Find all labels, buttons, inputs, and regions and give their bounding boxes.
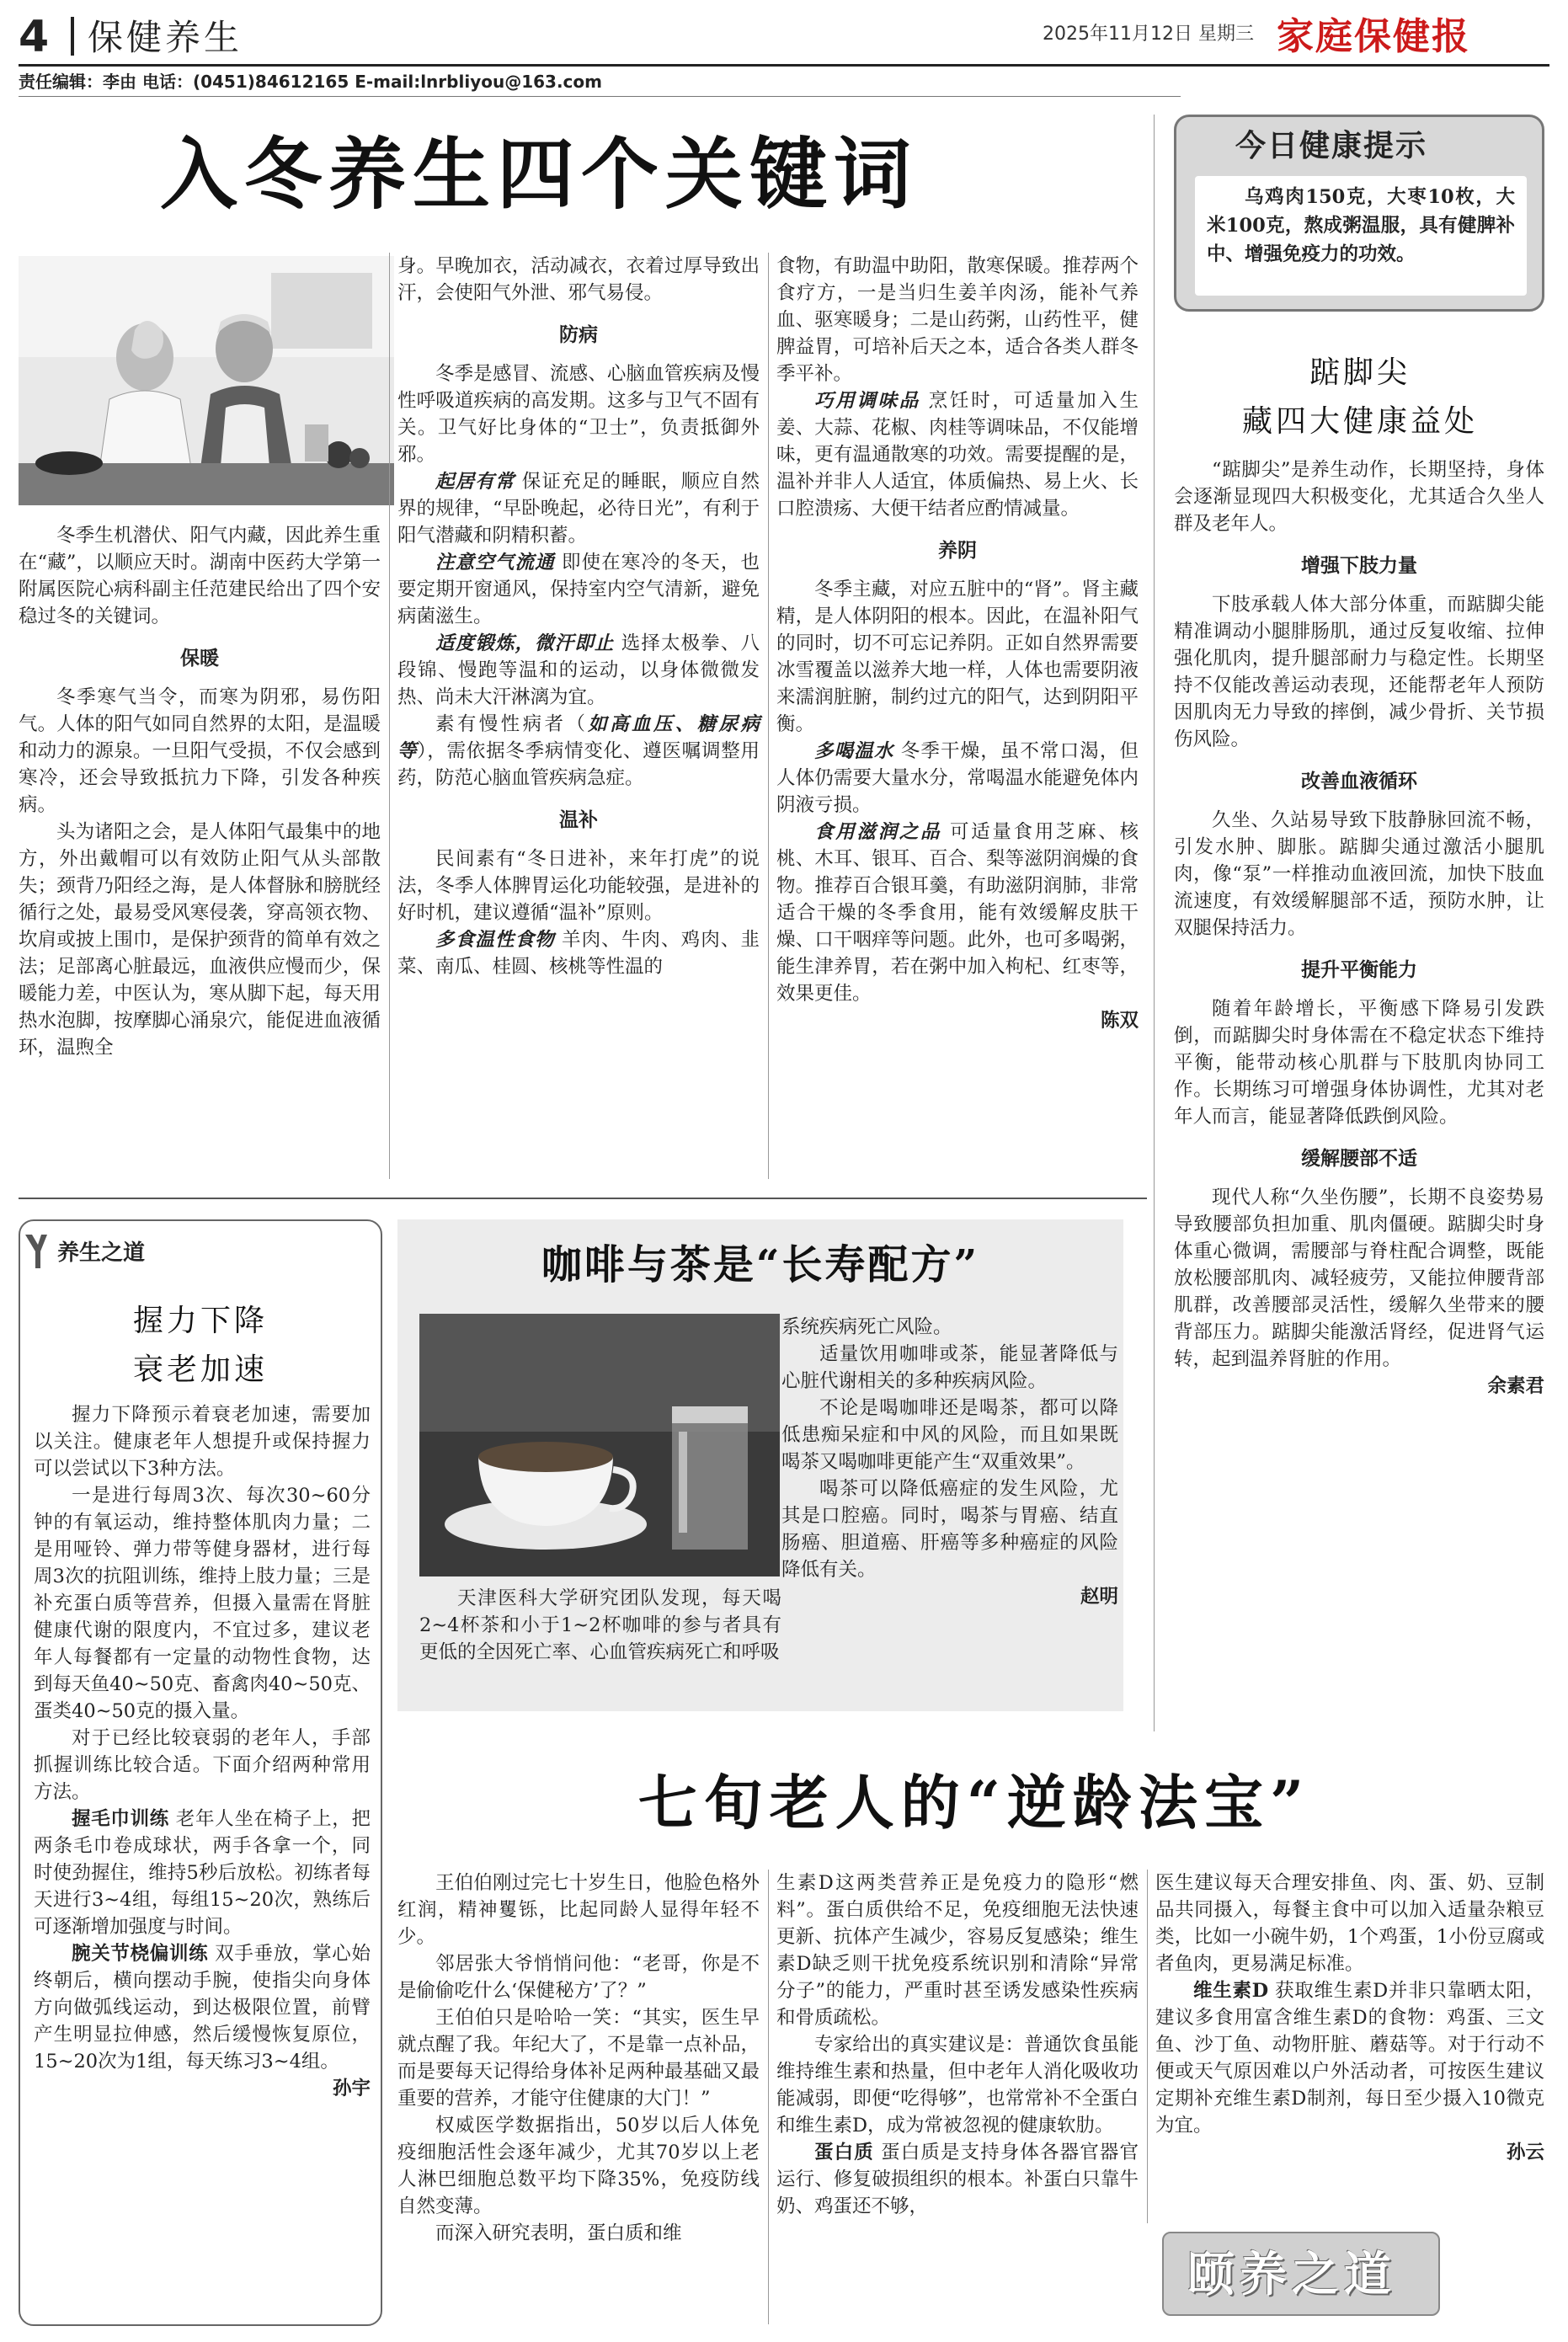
tiptoe-headline-line2: 藏四大健康益处 xyxy=(1241,404,1478,439)
paragraph: 随着年龄增长，平衡感下降易引发跌倒，而踮脚尖时身体需在不稳定状态下维持平衡，能带动核心肌群与下肢肌肉协同工作。长期练习可增强身体协调性，尤其对老年人而言，能显著降低跌倒风险。 xyxy=(1174,998,1544,1128)
paragraph-text: 羊肉、牛肉、鸡肉、韭菜、南瓜、桂圆、核桃等性温的 xyxy=(397,929,760,978)
paragraph: 权威医学数据指出，50岁以后人体免疫细胞活性会逐年减少，尤其70岁以上老人淋巴细胞总数平均下降35%，免疫防线自然变薄。 xyxy=(397,2115,760,2217)
paragraph-text: 即使在寒冷的冬天，也要定期开窗通风，保持室内空气清新，避免病菌滋生。 xyxy=(397,552,760,627)
paragraph: 王伯伯刚过完七十岁生日，他脸色格外红润，精神矍铄，比起同龄人显得年轻不少。 xyxy=(397,1872,760,1948)
elderly-col2 xyxy=(776,1870,1139,2220)
lead-keyword: 注意空气流通 xyxy=(435,552,555,573)
masthead-rule xyxy=(19,64,1549,67)
lead-keyword: 起居有常 xyxy=(435,471,515,493)
elderly-col1 xyxy=(397,1870,760,2247)
lead-keyword: 维生素D xyxy=(1193,1980,1269,2002)
paragraph: 民间素有“冬日进补，来年打虎”的说法，冬季人体脾胃运化功能较强，是进补的好时机，建议遵循“温补”原则。 xyxy=(397,848,760,924)
lead-keyword: 腕关节桡偏训练 xyxy=(72,1943,209,1965)
inline-keyword: 如高血压、糖尿病等 xyxy=(397,713,760,762)
editor-rule xyxy=(19,96,1181,97)
paragraph xyxy=(776,387,1139,522)
paragraph: 天津医科大学研究团队发现，每天喝2~4杯茶和小于1~2杯咖啡的参与者具有更低的全因死亡率、心血管疾病死亡和呼吸 xyxy=(419,1587,781,1663)
paragraph: 喝茶可以降低癌症的发生风险，尤其是口腔癌。同时，喝茶与胃癌、结直肠癌、胆道癌、肝癌等多种癌症的风险降低有关。 xyxy=(781,1478,1118,1581)
lead-keyword: 食用滋润之品 xyxy=(814,821,942,843)
paragraph-text: 选择太极拳、八段锦、慢跑等温和的运动，以身体微微发热、尚未大汗淋漓为宜。 xyxy=(397,632,760,708)
paragraph: 专家给出的真实建议是：普通饮食虽能维持维生素和热量，但中老年人消化吸收功能减弱，即便“吃得够”，也常常补不全蛋白和维生素D，成为常被忽视的健康软肋。 xyxy=(776,2034,1139,2137)
paragraph xyxy=(776,2139,1139,2220)
paragraph-text: ），需依据冬季病情变化、遵医嘱调整用药，防范心脑血管疾病急症。 xyxy=(397,740,760,789)
paragraph: 冬季生机潜伏、阳气内藏，因此养生重在“藏”，以顺应天时。湖南中医药大学第一附属医院心病科副主任范建民给出了四个安稳过冬的关键词。 xyxy=(19,525,381,627)
coffee-caption xyxy=(419,1585,781,1666)
paragraph: 下肢承载人体大部分体重，而踮脚尖能精准调动小腿腓肠肌，通过反复收缩、拉伸强化肌肉，提升腿部耐力与稳定性。长期坚持不仅能改善运动表现，还能帮老年人预防因肌肉无力导致的摔倒，减少骨折、关节损伤风险。 xyxy=(1174,594,1544,750)
subheading-baonuan: 保暖 xyxy=(180,648,219,670)
paragraph xyxy=(397,630,760,711)
main-article-col2 xyxy=(397,253,760,980)
paragraph: 一是进行每周3次、每次30~60分钟的有氧运动，维持整体肌肉力量；二是用哑铃、弹力带等健身器材，进行每周3次的抗阻训练，维持上肢力量；三是补充蛋白质等营养，但摄入量需在肾脏健康代谢的限度内，不宜过多，建议老年人每餐都有一定量的动物性食物，达到每天鱼40~50克、畜禽肉40~50克、蛋类40~50克的摄入量。 xyxy=(34,1485,371,1722)
grip-article xyxy=(34,1401,371,2102)
coffee-tea-photo xyxy=(419,1314,780,1576)
paragraph: 冬季是感冒、流感、心脑血管疾病及慢性呼吸道疾病的高发期。这多与卫气不固有关。卫气好比身体的“卫士”，负责抵御外邪。 xyxy=(397,363,760,466)
elderly-headline: 七旬老人的“逆龄法宝” xyxy=(637,1768,1311,1838)
paragraph xyxy=(776,819,1139,1007)
subheading-yangyin: 养阴 xyxy=(938,540,977,562)
grip-headline xyxy=(19,1297,382,1395)
paragraph: 食物，有助温中助阳，散寒保暖。推荐两个食疗方，一是当归生姜羊肉汤，能补气养血、驱寒暖身；二是山药粥，山药性平，健脾益胃，可培补后天之本，适合各类人群冬季平补。 xyxy=(776,255,1139,385)
daily-tip-title: 今日健康提示 xyxy=(1235,128,1428,163)
section-title: 保健养生 xyxy=(88,17,243,58)
paragraph: 王伯伯只是哈哈一笑：“其实，医生早就点醒了我。年纪大了，不是靠一点补品，而是要每天记得给身体补足两种最基础又最重要的营养，才能守住健康的大门！” xyxy=(397,2007,760,2110)
lead-keyword: 巧用调味品 xyxy=(814,390,920,412)
subheading: 提升平衡能力 xyxy=(1301,959,1417,981)
page-number: 4 xyxy=(19,12,50,62)
lead-keyword: 蛋白质 xyxy=(814,2142,874,2163)
paragraph: 适量饮用咖啡或茶，能显著降低与心脏代谢相关的多种疾病风险。 xyxy=(781,1343,1118,1392)
grip-headline-line1: 握力下降 xyxy=(132,1304,268,1338)
paragraph xyxy=(34,1940,371,2075)
daily-tip-content xyxy=(1195,176,1527,296)
lead-keyword: 握毛巾训练 xyxy=(72,1808,169,1830)
paragraph: 冬季寒气当令，而寒为阴邪，易伤阳气。人体的阳气如同自然界的太阳，是温暖和动力的源泉。一旦阳气受损，不仅会感到寒冷，还会导致抵抗力下降，引发各种疾病。 xyxy=(19,686,381,816)
paragraph-text: 老年人坐在椅子上，把两条毛巾卷成球状，两手各拿一个，同时使劲握住，维持5秒后放松。初练者每天进行3~4组，每组15~20次，熟练后可逐渐增加强度与时间。 xyxy=(34,1808,371,1938)
lead-keyword: 多喝温水 xyxy=(814,740,894,762)
paragraph-text: 保证充足的睡眠，顺应自然界的规律，“早卧晚起，必待日光”，有利于阳气潜藏和阴精积蓄。 xyxy=(397,471,760,547)
paragraph: 握力下降预示着衰老加速，需要加以关注。健康老年人想提升或保持握力可以尝试以下3种方法。 xyxy=(34,1404,371,1480)
lead-keyword: 多食温性食物 xyxy=(435,929,555,951)
paragraph xyxy=(397,468,760,549)
byline: 赵明 xyxy=(1080,1586,1118,1608)
paragraph: 邻居张大爷悄悄问他：“老哥，你是不是偷偷吃什么‘保健秘方’了？” xyxy=(397,1953,760,2002)
yiyang-banner xyxy=(1162,2232,1440,2316)
subheading: 缓解腰部不适 xyxy=(1301,1148,1417,1170)
editor-line: 责任编辑：李由 电话：(0451)84612165 E-mail:lnrbliyou@163.com xyxy=(19,72,602,92)
paragraph xyxy=(776,738,1139,819)
column-divider xyxy=(1147,1870,1148,2223)
paragraph-text: 可适量食用芝麻、核桃、木耳、银耳、百合、梨等滋阴润燥的食物。推荐百合银耳羹，有助滋阴润肺，非常适合干燥的冬季食用，能有效缓解皮肤干燥、口干咽痒等问题。此外，也可多喝粥，能生津养胃，若在粥中加入枸杞、红枣等，效果更佳。 xyxy=(776,821,1139,1005)
paragraph-text: 蛋白质是支持身体各器官器官运行、修复破损组织的根本。补蛋白只靠牛奶、鸡蛋还不够， xyxy=(776,2142,1139,2217)
paragraph xyxy=(397,711,760,792)
lead-keyword: 适度锻炼，微汗即止 xyxy=(435,632,615,654)
issue-date: 2025年11月12日 星期三 xyxy=(1043,24,1254,45)
elderly-couple-cooking-photo xyxy=(19,256,394,505)
paper-name: 家庭保健报 xyxy=(1277,15,1470,58)
tiptoe-headline-line1: 踮脚尖 xyxy=(1309,355,1411,390)
subheading-fangbing: 防病 xyxy=(559,324,598,346)
paragraph-text: 获取维生素D并非只靠晒太阳，建议多食用富含维生素D的食物：鸡蛋、三文鱼、沙丁鱼、动物肝脏、蘑菇等。对于行动不便或天气原因难以户外活动者，可按医生建议定期补充维生素D制剂，每日至少摄入10微克为宜。 xyxy=(1155,1980,1544,2137)
coffee-headline: 咖啡与茶是“长寿配方” xyxy=(541,1241,980,1288)
paragraph-text: 素有慢性病者（ xyxy=(435,713,589,735)
paragraph: 头为诸阳之会，是人体阳气最集中的地方，外出戴帽可以有效防止阳气从头部散失；颈背乃阳经之海，是人体督脉和膀胱经循行之处，最易受风寒侵袭，穿高领衣物、坎肩或披上围巾，是保护颈背的简单有效之法；足部离心脏最远，血液供应慢而少，保暖能力差，中医认为，寒从脚下起，每天用热水泡脚，按摩脚心涌泉穴，能促进血液循环，温煦全 xyxy=(19,821,381,1059)
column-divider xyxy=(1154,115,1155,1731)
coffee-article xyxy=(781,1314,1118,1610)
main-headline: 入冬养生四个关键词 xyxy=(160,129,919,220)
paragraph: “踮脚尖”是养生动作，长期坚持，身体会逐渐显现四大积极变化，尤其适合久坐人群及老年人。 xyxy=(1174,459,1544,535)
elderly-col3 xyxy=(1155,1870,1544,2166)
byline: 孙宇 xyxy=(332,2078,371,2099)
daily-tip-box xyxy=(1174,115,1544,312)
paragraph: 身。早晚加衣，活动减衣，衣着过厚导致出汗，会使阳气外泄、邪气易侵。 xyxy=(397,255,760,304)
byline: 余素君 xyxy=(1487,1375,1544,1397)
paragraph: 冬季主藏，对应五脏中的“肾”。肾主藏精，是人体阴阳的根本。因此，在温补阳气的同时，切不可忘记养阴。正如自然界需要冰雪覆盖以滋养大地一样，人体也需要阴液来濡润脏腑，制约过亢的阳气，达到阴阳平衡。 xyxy=(776,579,1139,735)
subheading: 改善血液循环 xyxy=(1301,771,1417,792)
byline: 陈双 xyxy=(1100,1010,1139,1032)
main-article-col3 xyxy=(776,253,1139,1034)
paragraph: 对于已经比较衰弱的老年人，手部抓握训练比较合适。下面介绍两种常用方法。 xyxy=(34,1727,371,1803)
paragraph xyxy=(34,1806,371,1940)
paragraph: 系统疾病死亡风险。 xyxy=(781,1316,952,1338)
column-divider xyxy=(389,253,390,1179)
paragraph xyxy=(397,549,760,630)
daily-tip-text: 乌鸡肉150克，大枣10枚，大米100克，熬成粥温服，具有健脾补中、增强免疫力的功效。 xyxy=(1207,186,1515,265)
column-tag: 养生之道 xyxy=(57,1240,146,1266)
paragraph: 而深入研究表明，蛋白质和维 xyxy=(435,2222,682,2244)
paragraph: 久坐、久站易导致下肢静脉回流不畅，引发水肿、脚胀。踮脚尖通过激活小腿肌肉，像“泵”一样推动血液回流，加快下肢血流速度，有效缓解腿部不适，预防水肿，让双腿保持活力。 xyxy=(1174,809,1544,939)
column-divider xyxy=(768,253,769,1179)
paragraph: 现代人称“久坐伤腰”，长期不良姿势易导致腰部负担加重、肌肉僵硬。踮脚尖时身体重心微调，需腰部与脊柱配合调整，既能放松腰部肌肉、减轻疲劳，又能拉伸腰背部肌群，改善腰部灵活性，缓解久坐带来的腰背部压力。踮脚尖能激活肾经，促进肾气运转，起到温养肾脏的作用。 xyxy=(1174,1187,1544,1370)
subheading-wenbu: 温补 xyxy=(559,809,598,831)
subheading: 增强下肢力量 xyxy=(1301,555,1417,577)
tiptoe-article xyxy=(1174,456,1544,1400)
paragraph-text: 冬季干燥，虽不常口渴，但人体仍需要大量水分，常喝温水能避免体内阴液亏损。 xyxy=(776,740,1139,816)
paragraph: 生素D这两类营养正是免疫力的隐形“燃料”。蛋白质供给不足，免疫细胞无法快速更新、抗体产生减少，容易反复感染；维生素D缺乏则干扰免疫系统识别和清除“异常分子”的能力，严重时甚至诱发感染性疾病和骨质疏松。 xyxy=(776,1872,1139,2029)
section-divider xyxy=(19,1198,1147,1199)
main-article-col1 xyxy=(19,522,381,1061)
paragraph xyxy=(1155,1977,1544,2139)
paragraph: 医生建议每天合理安排鱼、肉、蛋、奶、豆制品共同摄入，每餐主食中可以加入适量杂粮豆类，比如一小碗牛奶，1个鸡蛋，1小份豆腐或者鱼肉，更易满足标准。 xyxy=(1155,1872,1544,1975)
paragraph: 不论是喝咖啡还是喝茶，都可以降低患痴呆症和中风的风险，而且如果既喝茶又喝咖啡更能产生“双重效果”。 xyxy=(781,1397,1118,1473)
masthead-separator xyxy=(71,17,74,56)
paragraph xyxy=(397,926,760,980)
column-divider xyxy=(768,1870,769,2324)
paragraph-text: 烹饪时，可适量加入生姜、大蒜、花椒、肉桂等调味品，不仅能增味，更有温通散寒的功效。需要提醒的是，温补并非人人适宜，体质偏热、易上火、长口腔溃疡、大便干结者应酌情减量。 xyxy=(776,390,1139,520)
tiptoe-headline xyxy=(1171,349,1549,446)
yangsheng-y-icon xyxy=(24,1233,49,1270)
grip-headline-line2: 衰老加速 xyxy=(132,1352,268,1387)
byline: 孙云 xyxy=(1506,2142,1544,2163)
paragraph-text: 双手垂放，掌心始终朝后，横向摆动手腕，使指尖向身体方向做弧线运动，到达极限位置，前臂产生明显拉伸感，然后缓慢恢复原位，15~20次为1组，每天练习3~4组。 xyxy=(34,1943,371,2073)
banner-text: 颐养之道 xyxy=(1187,2247,1396,2302)
